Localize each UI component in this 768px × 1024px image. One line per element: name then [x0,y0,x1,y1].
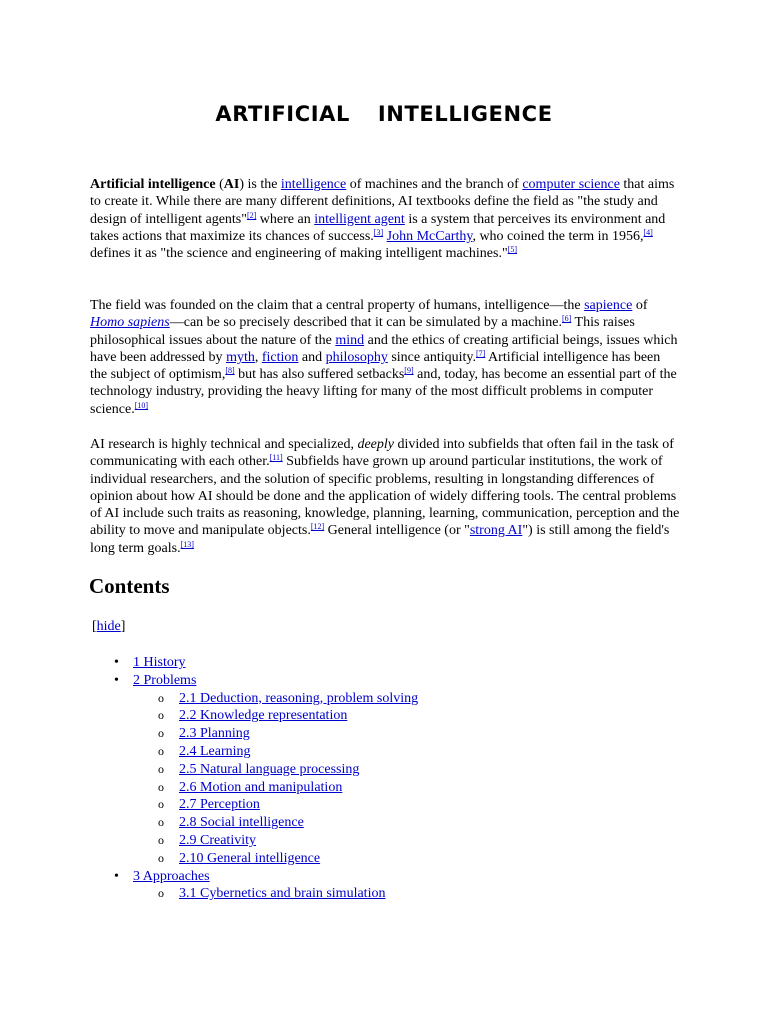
text: and [298,349,326,365]
toc-item [0,850,700,868]
contents-toggle [92,619,125,635]
text: of machines and the branch of [346,177,523,192]
toc-item [0,690,700,708]
circle-bullet-icon: o [158,708,164,723]
link-john-mccarthy[interactable]: John McCarthy [386,228,473,244]
toc-link[interactable]: 1 History [133,655,186,670]
citation-2[interactable]: [2] [246,210,257,220]
toc-item [0,743,700,761]
abbr-bold: AI [223,177,240,192]
citation-6[interactable]: [6] [561,314,572,324]
text: , who coined the term in 1956, [472,228,644,244]
text: defines it as "the science and engineering of making intelligent machines." [90,246,508,262]
toc-link[interactable]: 2.4 Learning [179,743,251,759]
toc-item [0,707,700,725]
toc-link[interactable]: 2.5 Natural language processing [179,761,360,777]
founding-paragraph [90,297,680,418]
citation-5[interactable]: [5] [507,245,518,255]
citation-13[interactable]: [13] [180,539,194,549]
toc-link[interactable]: 2.8 Social intelligence [179,815,304,831]
citation-11[interactable]: [11] [269,453,283,463]
toc-item [0,761,700,779]
toc-item [0,814,700,832]
text: since antiquity. [387,349,476,365]
circle-bullet-icon: o [158,690,164,705]
text: of [632,298,648,313]
citation-9[interactable]: [9] [404,366,414,376]
toc-item [0,654,700,672]
bracket: [ [92,619,97,634]
toc-link[interactable]: 2.1 Deduction, reasoning, problem solving [179,690,419,706]
circle-bullet-icon: o [158,726,164,741]
toc-link[interactable]: 2.6 Motion and manipulation [179,779,343,795]
text: ) is the [239,177,281,192]
toc-item [0,885,700,903]
text: ") is still among the field's long term goals. [90,523,670,556]
circle-bullet-icon: o [158,779,164,794]
toc-link[interactable]: 3.1 Cybernetics and brain simulation [179,886,386,902]
link-fiction[interactable]: fiction [261,349,299,365]
circle-bullet-icon: o [158,797,164,812]
toc-link[interactable]: 3 Approaches [133,868,210,884]
toc-item [0,672,700,690]
citation-4[interactable]: [4] [643,227,653,237]
toc-link[interactable]: 2.10 General intelligence [179,850,321,866]
toc-link[interactable]: 2.2 Knowledge representation [179,708,348,724]
circle-bullet-icon: o [158,761,164,776]
toc-item [0,725,700,743]
text: Subfields have grown up around particular institutions, the work of individual researchers, and the solution of specific problems, resulting in longstanding differences of opinion about how AI should be done and the application of widely differing tools. The central problems of AI include such traits as reasoning, knowledge, planning, learning, communication, perception and the ability to move and manipulate objects. [90,454,680,539]
text: General intelligence (or " [324,523,470,539]
circle-bullet-icon: o [158,832,164,847]
citation-8[interactable]: [8] [225,366,235,376]
link-intelligence[interactable]: intelligence [280,177,347,192]
text: and, today, has become an essential part of the technology industry, providing the heavy lifting for many of the most difficult problems in computer science. [90,367,677,417]
text: that aims to create it. While there are many different definitions, AI textbooks define the field as "the study and design of intelligent agents" [90,177,675,227]
bullet-icon: • [114,655,119,670]
citation-12[interactable]: [12] [310,522,325,532]
toc-item [0,868,700,886]
toc-link[interactable]: 2.7 Perception [179,797,260,813]
hide-link[interactable]: hide [96,619,121,634]
bullet-icon: • [114,868,119,884]
link-philosophy[interactable]: philosophy [325,349,388,365]
circle-bullet-icon: o [158,743,164,758]
bracket: ] [120,619,126,634]
circle-bullet-icon: o [158,886,164,901]
text: where an [256,211,315,227]
text: —can be so precisely described that it can be simulated by a machine. [169,315,562,331]
contents-heading: Contents [89,574,170,598]
toc-link[interactable]: 2 Problems [133,672,197,688]
page-title: ARTIFICIAL INTELLIGENCE [215,102,553,126]
citation-3[interactable]: [3] [373,227,384,237]
text: is a system that perceives its environment and takes actions that maximize its chances of success. [90,211,666,244]
text: but has also suffered setbacks [234,367,405,383]
link-computer-science[interactable]: computer science [522,177,620,192]
intro-paragraph [90,176,680,262]
text: ( [215,177,224,192]
link-myth[interactable]: myth [226,349,255,365]
text: and the ethics of creating artificial beings, issues which have been addressed by [90,332,678,365]
link-homo-sapiens[interactable] [90,315,170,330]
text: divided into subfields that often fail in the task of communicating with each other. [90,437,674,470]
text: AI research is highly technical and specialized, [90,437,358,452]
research-paragraph [90,436,680,557]
term-bold: Artificial intelligence [90,177,216,192]
link-intelligent-agent[interactable]: intelligent agent [314,211,405,227]
italic-text: Homo sapiens [90,315,170,331]
italic-text: deeply [357,437,394,452]
circle-bullet-icon: o [158,850,164,865]
bullet-icon: • [114,672,119,688]
text: This raises philosophical issues about the nature of the [90,315,635,348]
circle-bullet-icon: o [158,815,164,830]
toc-link[interactable]: 2.3 Planning [179,726,250,742]
toc-item [0,796,700,814]
citation-10[interactable]: [10] [134,400,149,410]
link-sapience[interactable]: sapience [584,298,633,313]
link-mind[interactable]: mind [335,332,365,348]
table-of-contents [0,654,700,903]
text: Artificial intelligence has been the subject of optimism, [90,349,661,383]
toc-item [0,832,700,850]
link-strong-ai[interactable]: strong AI [469,523,523,539]
text: The field was founded on the claim that a central property of humans, intelligence—the [90,298,585,313]
text: , [254,349,262,365]
citation-7[interactable]: [7] [475,348,486,358]
toc-link[interactable]: 2.9 Creativity [179,832,256,848]
toc-item [0,779,700,797]
